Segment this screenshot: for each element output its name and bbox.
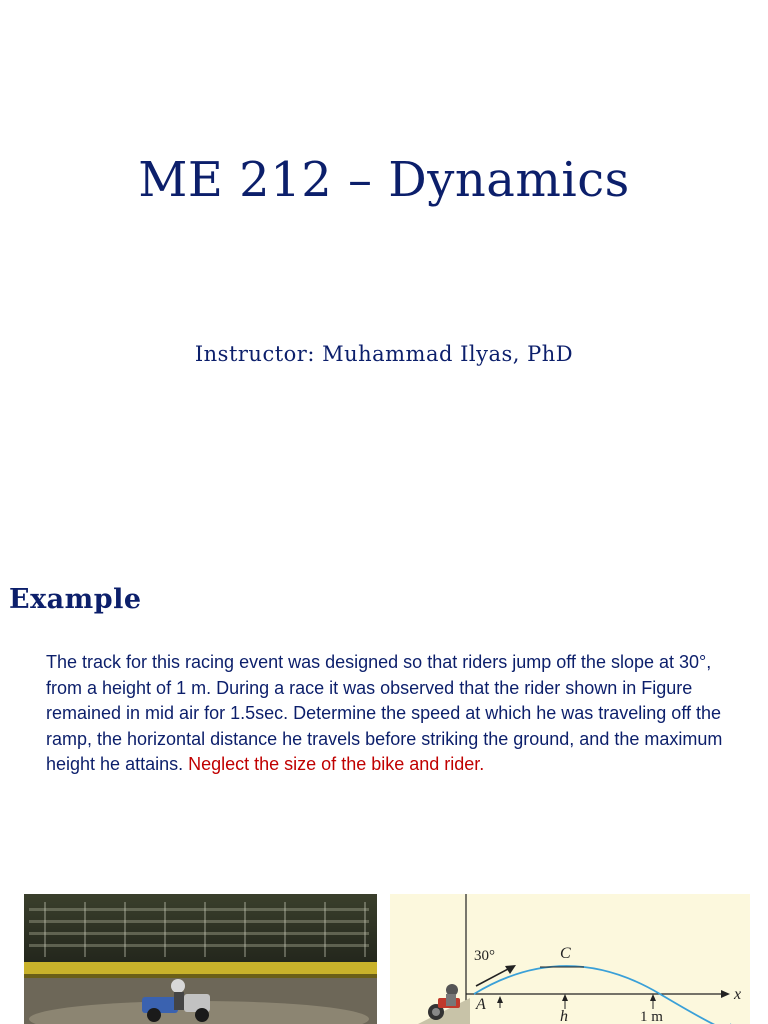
h-label: h	[560, 1008, 568, 1024]
motocross-photo	[24, 894, 377, 1024]
ramp-height-label: 1 m	[640, 1009, 663, 1024]
rider-icon	[418, 984, 470, 1024]
problem-statement	[46, 650, 736, 778]
slide-title: ME 212 – Dynamics	[138, 152, 630, 208]
example-heading: Example	[9, 584, 142, 615]
problem-note: Neglect the size of the bike and rider.	[188, 754, 485, 774]
h-arrowhead	[562, 994, 568, 1001]
trajectory-figure	[390, 894, 750, 1024]
a-arrowhead	[497, 996, 503, 1003]
angle-label: 30°	[474, 948, 495, 964]
example-slide	[0, 560, 768, 1024]
x-axis-label: x	[734, 986, 742, 1003]
apex-label: C	[560, 945, 571, 962]
trajectory-curve	[474, 966, 735, 1024]
photo-image	[24, 894, 377, 1024]
x-axis-arrow	[721, 990, 730, 998]
launch-label: A	[476, 996, 486, 1013]
problem-text: The track for this racing event was designed so that riders jump off the slope at 30°, from a height of 1 m. During a race it was observed that the rider shown in Figure remained in mid air for 1.5sec. Determine the speed at which he was traveling off the ramp, the horizontal distance he travels before striking the ground, and the maximum height he attains.	[46, 652, 723, 774]
trajectory-diagram	[390, 894, 750, 1024]
instructor-line: Instructor: Muhammad Ilyas, PhD	[194, 342, 574, 366]
ramp-arrowhead	[650, 994, 656, 1001]
